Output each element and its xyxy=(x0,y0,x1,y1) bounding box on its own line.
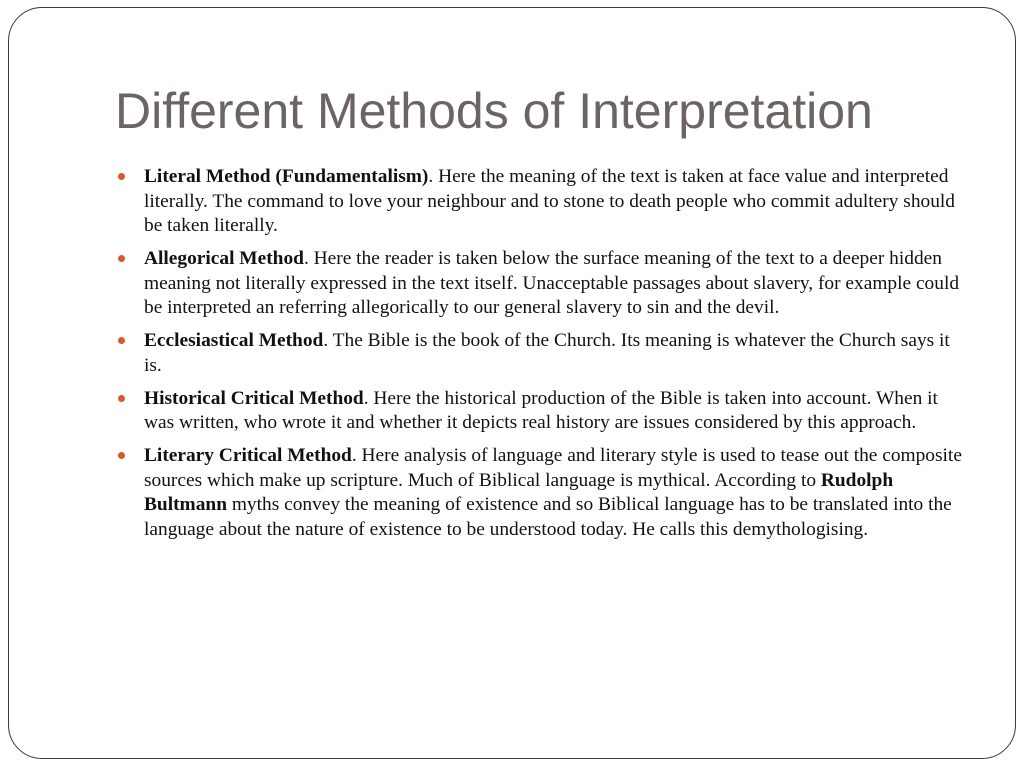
slide-title: Different Methods of Interpretation xyxy=(115,83,873,139)
bullet-text: . Here the meaning of the text is taken at face value and interpreted literally. The command to love your neighbour and to stone to death people who commit adultery should be taken literally. xyxy=(144,166,955,236)
bullet-text-continued: myths convey the meaning of existence and so Biblical language has to be translated into the language about the nature of existence to be understood today. He calls this demythologising. xyxy=(144,494,952,540)
bullet-text: . The Bible is the book of the Church. Its meaning is whatever the Church says it is. xyxy=(144,330,950,376)
bullet-text: . Here the historical production of the Bible is taken into account. When it was written, who wrote it and whether it depicts real history are issues considered by this approach. xyxy=(144,387,938,433)
bullet-term: Literal Method (Fundamentalism) xyxy=(144,166,429,187)
bullet-dot-icon xyxy=(118,173,125,180)
bullet-historical-critical-method xyxy=(144,387,966,436)
bullet-text: . Here analysis of language and literary style is used to tease out the composite sources which make up scripture. Much of Biblical language is mythical. According to xyxy=(144,445,962,491)
bullet-literary-critical-method xyxy=(144,444,966,542)
bullet-term: Ecclesiastical Method xyxy=(144,330,324,351)
bullet-term: Allegorical Method xyxy=(144,248,304,269)
bullet-allegorical-method xyxy=(144,247,966,321)
bullet-dot-icon xyxy=(118,337,125,344)
bullet-term: Historical Critical Method xyxy=(144,387,364,409)
bullet-dot-icon xyxy=(118,452,125,459)
bullet-dot-icon xyxy=(118,395,125,402)
bullet-list xyxy=(144,165,966,551)
bullet-literal-method xyxy=(144,165,966,239)
bullet-ecclesiastical-method xyxy=(144,329,966,378)
bullet-text: . Here the reader is taken below the surface meaning of the text to a deeper hidden meaning not literally expressed in the text itself. Unacceptable passages about slavery, for example could be interpreted an referring allegorically to our general slavery to sin and the devil. xyxy=(144,248,960,318)
slide xyxy=(8,7,1016,759)
bultmann-name: Rudolph Bultmann xyxy=(144,469,894,515)
bullet-term: Literary Critical Method xyxy=(144,445,352,466)
bullet-dot-icon xyxy=(118,255,125,262)
